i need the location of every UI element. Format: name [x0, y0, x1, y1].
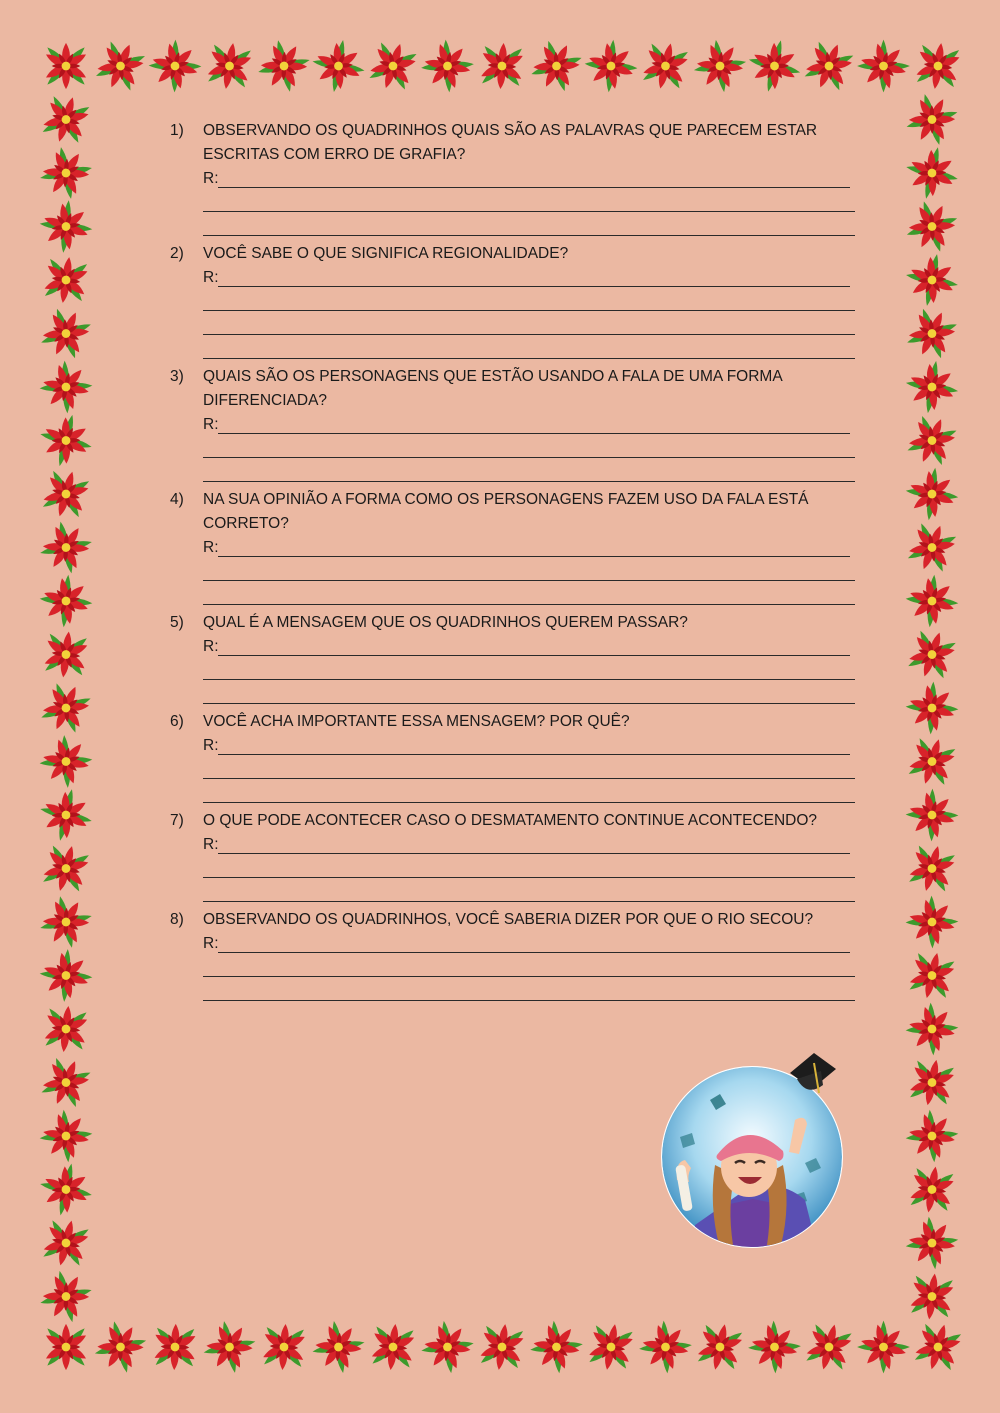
- poinsettia-icon: [369, 1322, 417, 1373]
- answer-field[interactable]: [203, 437, 855, 461]
- answer-field[interactable]: [203, 461, 855, 485]
- poinsettia-icon: [35, 142, 97, 205]
- answer-field[interactable]: [203, 956, 855, 980]
- poinsettia-icon: [38, 91, 93, 148]
- answer-field[interactable]: [203, 683, 855, 707]
- answer-field[interactable]: [203, 536, 855, 560]
- answer-line: [203, 679, 855, 680]
- answer-line: [218, 853, 850, 854]
- answer-line: [218, 952, 850, 953]
- poinsettia-icon: [261, 1322, 308, 1371]
- poinsettia-icon: [904, 733, 959, 790]
- poinsettia-icon: [901, 249, 964, 311]
- answer-line: [203, 334, 855, 335]
- answer-line: [218, 187, 850, 188]
- poinsettia-icon: [903, 518, 961, 577]
- poinsettia-icon: [900, 676, 964, 740]
- poinsettia-icon: [35, 891, 97, 953]
- question-number: 7): [170, 812, 184, 829]
- poinsettia-icon: [39, 841, 93, 897]
- poinsettia-icon: [585, 1320, 636, 1373]
- poinsettia-icon: [143, 34, 207, 98]
- question-text: VOCÊ ACHA IMPORTANTE ESSA MENSAGEM? POR QUÊ?: [203, 713, 630, 730]
- answer-field[interactable]: [203, 980, 855, 1004]
- poinsettia-icon: [34, 1104, 97, 1168]
- poinsettia-icon: [904, 626, 961, 684]
- poinsettia-icon: [905, 841, 959, 897]
- poinsettia-icon: [479, 41, 526, 90]
- question-text: CORRETO?: [203, 515, 289, 532]
- poinsettia-icon: [199, 1316, 261, 1379]
- poinsettia-icon: [902, 303, 961, 363]
- poinsettia-icon: [34, 944, 98, 1007]
- question-number: 5): [170, 614, 184, 631]
- poinsettia-icon: [37, 1053, 95, 1113]
- poinsettia-icon: [152, 1323, 197, 1371]
- question-text: VOCÊ SABE O QUE SIGNIFICA REGIONALIDADE?: [203, 245, 569, 262]
- poinsettia-icon: [911, 1319, 966, 1375]
- answer-line: [203, 457, 855, 458]
- answer-line: [203, 976, 855, 977]
- answer-line: [203, 211, 855, 212]
- question-number: 1): [170, 122, 184, 139]
- poinsettia-icon: [903, 411, 961, 471]
- question-number: 2): [170, 245, 184, 262]
- answer-field[interactable]: [203, 290, 855, 314]
- answer-label: R:: [203, 935, 219, 952]
- poinsettia-icon: [42, 1004, 90, 1055]
- graduation-avatar-icon: [655, 1045, 855, 1250]
- answer-line: [203, 580, 855, 581]
- poinsettia-icon: [35, 516, 97, 579]
- answer-field[interactable]: [203, 266, 855, 290]
- answer-field[interactable]: [203, 584, 855, 608]
- question-text: NA SUA OPINIÃO A FORMA COMO OS PERSONAGENS FAZEM USO DA FALA ESTÁ: [203, 491, 809, 508]
- poinsettia-icon: [900, 569, 964, 632]
- poinsettia-icon: [416, 34, 479, 98]
- answer-field[interactable]: [203, 758, 855, 782]
- poinsettia-icon: [900, 1104, 963, 1168]
- question-text: DIFERENCIADA?: [203, 392, 328, 409]
- poinsettia-icon: [694, 1320, 747, 1374]
- poinsettia-icon: [44, 43, 88, 89]
- question-number: 8): [170, 911, 184, 928]
- poinsettia-icon: [900, 783, 964, 847]
- answer-field[interactable]: [203, 881, 855, 905]
- poinsettia-icon: [41, 254, 91, 306]
- poinsettia-icon: [900, 997, 964, 1061]
- answer-field[interactable]: [203, 560, 855, 584]
- poinsettia-icon: [639, 39, 692, 94]
- answer-line: [203, 1000, 855, 1001]
- answer-line: [218, 754, 850, 755]
- poinsettia-icon: [802, 1319, 856, 1374]
- poinsettia-icon: [800, 36, 858, 95]
- poinsettia-icon: [39, 1215, 93, 1270]
- answer-label: R:: [203, 170, 219, 187]
- poinsettia-icon: [852, 34, 916, 98]
- poinsettia-icon: [689, 34, 752, 97]
- answer-field[interactable]: [203, 782, 855, 806]
- answer-line: [203, 703, 855, 704]
- poinsettia-icon: [39, 466, 94, 522]
- poinsettia-icon: [416, 1315, 479, 1378]
- poinsettia-icon: [34, 195, 98, 258]
- answer-line: [203, 310, 855, 311]
- poinsettia-icon: [253, 35, 315, 97]
- poinsettia-icon: [907, 1163, 958, 1215]
- poinsettia-icon: [913, 40, 963, 92]
- answer-label: R:: [203, 416, 219, 433]
- poinsettia-icon: [34, 355, 98, 419]
- answer-line: [203, 877, 855, 878]
- question-text: OBSERVANDO OS QUADRINHOS, VOCÊ SABERIA DIZER POR QUE O RIO SECOU?: [203, 911, 814, 928]
- poinsettia-icon: [900, 356, 963, 419]
- poinsettia-icon: [525, 1315, 588, 1379]
- answer-field[interactable]: [203, 857, 855, 881]
- poinsettia-icon: [365, 37, 421, 94]
- answer-line: [203, 778, 855, 779]
- poinsettia-icon: [477, 1321, 527, 1373]
- poinsettia-icon: [307, 35, 370, 97]
- answer-field[interactable]: [203, 215, 855, 239]
- answer-label: R:: [203, 638, 219, 655]
- poinsettia-icon: [35, 410, 97, 471]
- poinsettia-icon: [852, 1315, 916, 1379]
- poinsettia-icon: [634, 1315, 697, 1379]
- answer-field[interactable]: [203, 734, 855, 758]
- answer-line: [203, 358, 855, 359]
- poinsettia-icon: [36, 303, 95, 363]
- poinsettia-icon: [34, 730, 97, 794]
- answer-field[interactable]: [203, 167, 855, 191]
- poinsettia-icon: [900, 462, 963, 525]
- poinsettia-icon: [91, 36, 149, 96]
- question-number: 4): [170, 491, 184, 508]
- answer-label: R:: [203, 539, 219, 556]
- question-text: OBSERVANDO OS QUADRINHOS QUAIS SÃO AS PALAVRAS QUE PARECEM ESTAR: [203, 122, 818, 139]
- poinsettia-icon: [579, 34, 643, 97]
- question-text: QUAIS SÃO OS PERSONAGENS QUE ESTÃO USANDO A FALA DE UMA FORMA: [203, 368, 783, 385]
- answer-label: R:: [203, 836, 219, 853]
- poinsettia-icon: [905, 948, 958, 1003]
- answer-field[interactable]: [203, 338, 855, 362]
- question-text: QUAL É A MENSAGEM QUE OS QUADRINHOS QUEREM PASSAR?: [203, 614, 688, 631]
- poinsettia-icon: [900, 890, 964, 954]
- answer-label: R:: [203, 269, 219, 286]
- question-text: O QUE PODE ACONTECER CASO O DESMATAMENTO CONTINUE ACONTECENDO?: [203, 812, 818, 829]
- poinsettia-icon: [901, 142, 963, 204]
- poinsettia-icon: [35, 1159, 98, 1221]
- answer-label: R:: [203, 737, 219, 754]
- poinsettia-icon: [902, 196, 962, 257]
- poinsettia-icon: [90, 1316, 151, 1378]
- poinsettia-icon: [902, 89, 963, 151]
- answer-field[interactable]: [203, 413, 855, 437]
- answer-line: [203, 604, 855, 605]
- answer-line: [203, 802, 855, 803]
- poinsettia-icon: [37, 678, 96, 738]
- answer-line: [218, 556, 850, 557]
- answer-line: [218, 286, 850, 287]
- poinsettia-icon: [907, 1271, 956, 1322]
- answer-line: [203, 481, 855, 482]
- poinsettia-icon: [900, 1211, 963, 1274]
- answer-line: [203, 901, 855, 902]
- answer-field[interactable]: [203, 833, 855, 857]
- poinsettia-icon: [204, 40, 255, 92]
- poinsettia-icon: [307, 1315, 369, 1378]
- answer-field[interactable]: [203, 314, 855, 338]
- answer-field[interactable]: [203, 932, 855, 956]
- answer-line: [218, 433, 850, 434]
- question-number: 3): [170, 368, 184, 385]
- answer-line: [218, 655, 850, 656]
- answer-field[interactable]: [203, 659, 855, 683]
- poinsettia-icon: [44, 1324, 88, 1370]
- answer-field[interactable]: [203, 635, 855, 659]
- question-text: ESCRITAS COM ERRO DE GRAFIA?: [203, 146, 466, 163]
- answer-field[interactable]: [203, 191, 855, 215]
- poinsettia-icon: [526, 35, 586, 96]
- poinsettia-icon: [743, 35, 805, 96]
- poinsettia-icon: [34, 569, 98, 632]
- poinsettia-icon: [743, 1315, 807, 1379]
- poinsettia-icon: [906, 1056, 958, 1110]
- answer-line: [203, 235, 855, 236]
- question-number: 6): [170, 713, 184, 730]
- poinsettia-icon: [35, 784, 97, 846]
- poinsettia-icon: [41, 629, 90, 680]
- poinsettia-icon: [35, 1265, 96, 1327]
